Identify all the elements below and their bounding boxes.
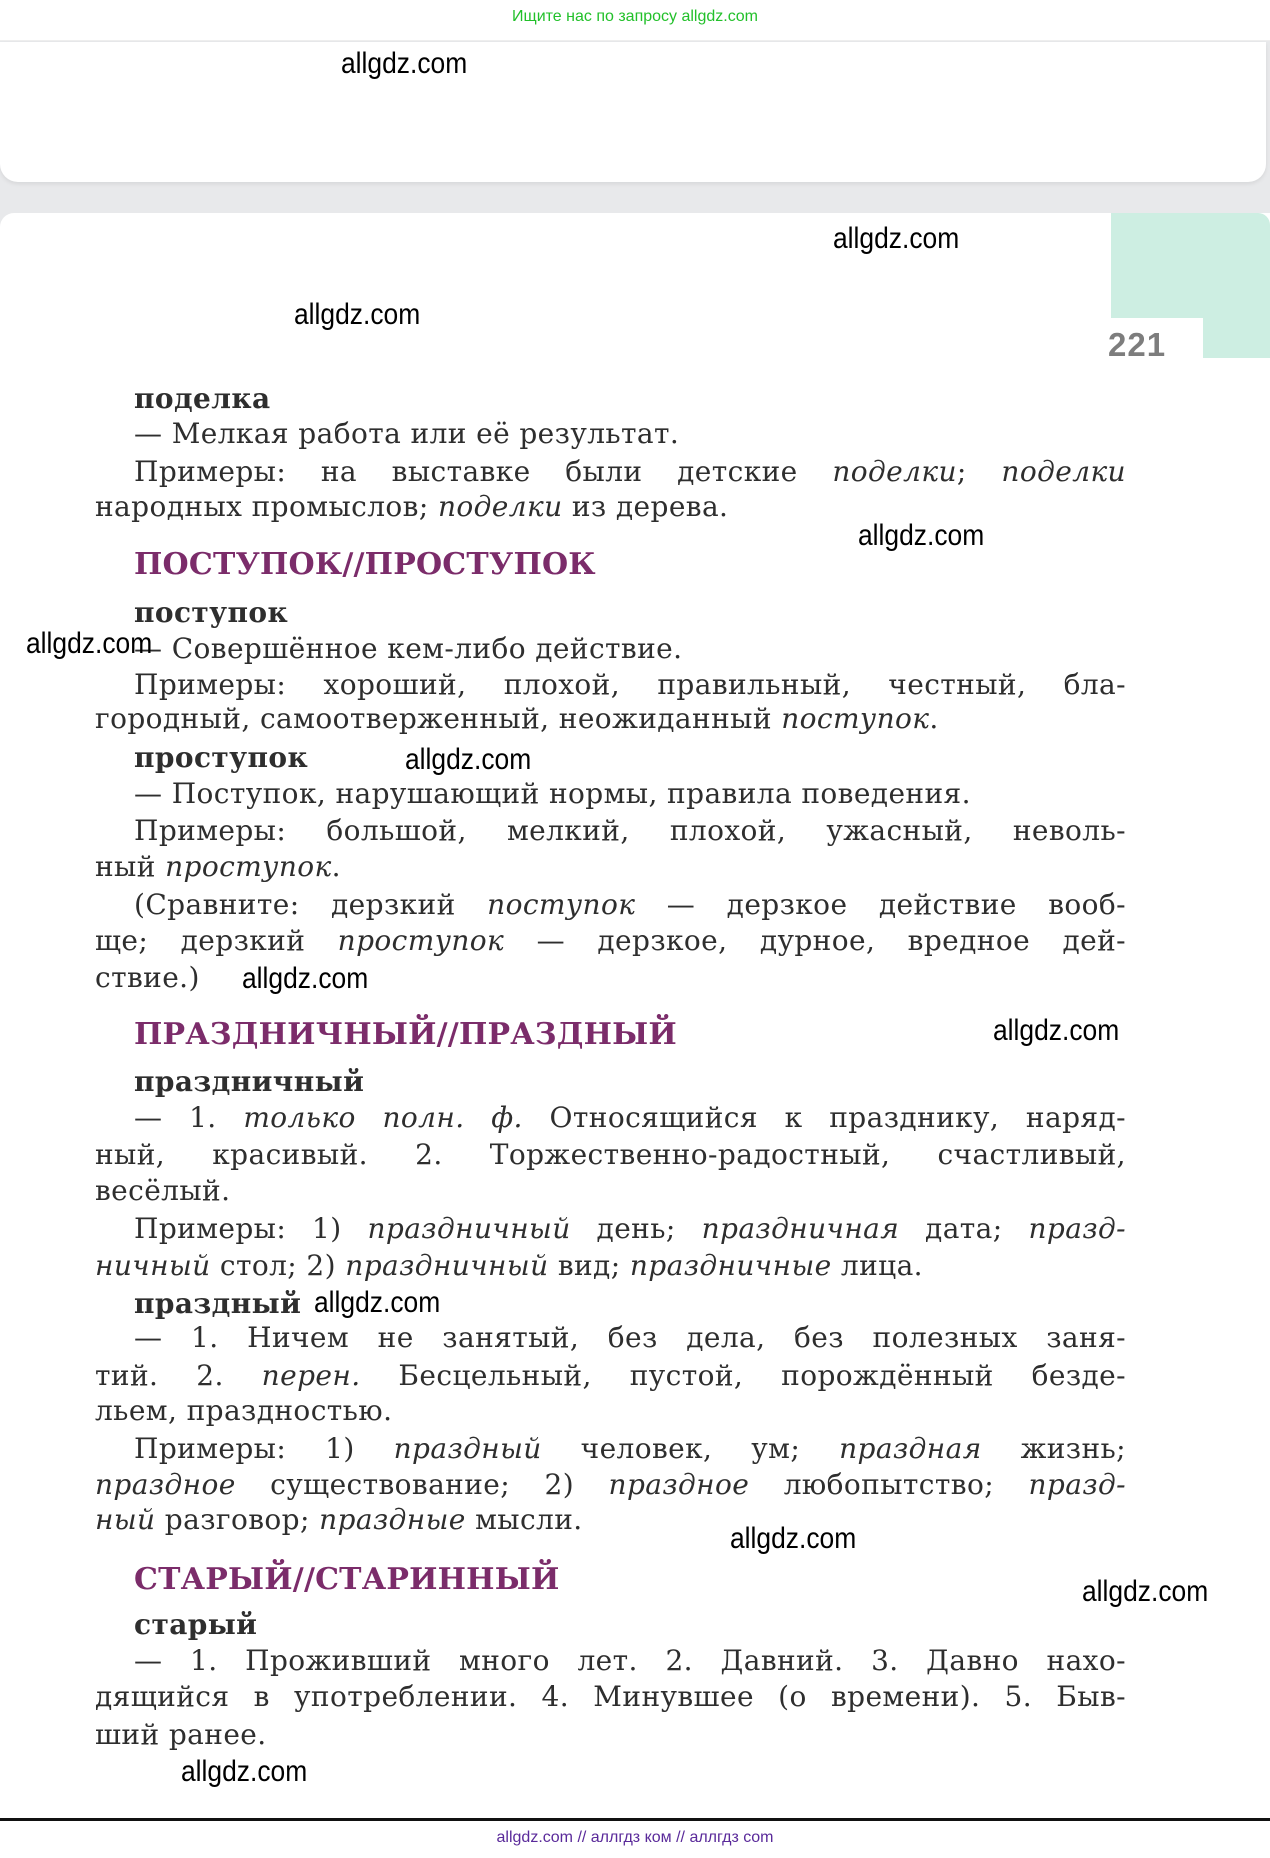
text-segment: ший ранее. (95, 1718, 267, 1751)
text-segment: — дерзкое действие вооб- (635, 888, 1126, 921)
text-segment: ствие.) (95, 961, 200, 994)
text-line (95, 1246, 923, 1286)
text-segment: — дерзкое, дурное, вредное дей- (504, 924, 1126, 957)
text-segment: Бесцельный, пустой, порождённый безде- (360, 1359, 1126, 1392)
text-segment: дящийся в употреблении. 4. Минувшее (о времени). 5. Быв- (95, 1680, 1126, 1713)
text-line (134, 1098, 1126, 1138)
text-segment: Примеры: хороший, плохой, правильный, честный, бла- (134, 668, 1126, 701)
italic-text: проступок (337, 924, 505, 957)
italic-text: праздное (608, 1468, 750, 1501)
italic-text: ный (95, 1503, 156, 1536)
text-line (134, 629, 682, 669)
text-line (95, 1135, 1126, 1175)
italic-text: празд- (1028, 1468, 1126, 1501)
banner-text[interactable]: Ищите нас по запросу allgdz.com (512, 8, 758, 25)
text-segment: лица. (831, 1249, 923, 1282)
text-segment: СТАРЫЙ//СТАРИННЫЙ (134, 1562, 560, 1597)
text-segment: ; (956, 455, 1002, 488)
italic-text: праздничный (367, 1212, 571, 1245)
italic-text: поделки (832, 455, 957, 488)
entry-term (134, 1062, 364, 1102)
watermark-text: allgdz.com (242, 962, 369, 995)
text-segment: — 1. (134, 1101, 244, 1134)
text-segment: ще; дерзкий (95, 924, 338, 957)
text-line (134, 811, 1126, 851)
text-segment: дата; (899, 1212, 1029, 1245)
watermark-text: allgdz.com (341, 47, 468, 80)
text-line (95, 487, 728, 527)
watermark-text: allgdz.com (730, 1522, 857, 1555)
watermark-text: allgdz.com (181, 1755, 308, 1788)
watermark-text: allgdz.com (993, 1014, 1120, 1047)
text-segment: городный, самоотверженный, неожиданный (95, 702, 782, 735)
text-segment: ный, красивый. 2. Торжественно-радостный, счастливый, (95, 1138, 1126, 1171)
text-line (95, 847, 341, 887)
italic-text: праздный (393, 1432, 542, 1465)
text-segment: весёлый. (95, 1174, 231, 1207)
text-line (134, 774, 971, 814)
text-line (134, 452, 1126, 492)
text-segment: Примеры: 1) (134, 1212, 368, 1245)
text-segment: — Поступок, нарушающий нормы, правила поведения. (134, 777, 971, 810)
italic-text: проступок (165, 850, 332, 883)
watermark-text: allgdz.com (405, 743, 532, 776)
text-segment: поступок (134, 596, 289, 629)
text-segment: любопытство; (749, 1468, 1029, 1501)
text-segment: жизнь; (981, 1432, 1126, 1465)
text-line (134, 1429, 1126, 1469)
ad-card (0, 42, 1266, 182)
italic-text: поделки (437, 490, 563, 523)
text-segment: день; (570, 1212, 702, 1245)
text-line (95, 1715, 267, 1755)
page-number: 221 (1108, 326, 1167, 363)
text-segment: — Совершённое кем-либо действие. (134, 632, 683, 665)
italic-text: праздничные (629, 1249, 832, 1282)
italic-text: поступок (487, 888, 636, 921)
text-line (134, 1641, 1126, 1681)
text-line (134, 1209, 1126, 1249)
text-line (134, 1318, 1126, 1358)
italic-text: праздное (95, 1468, 236, 1501)
text-line (95, 958, 200, 998)
text-line (95, 1465, 1126, 1505)
italic-text: праздные (319, 1503, 466, 1536)
text-segment: Примеры: на выставке были детские (134, 455, 833, 488)
text-segment: льем, праздностью. (95, 1394, 393, 1427)
watermark-text: allgdz.com (833, 222, 960, 255)
text-segment: — 1. Ничем не занятый, без дела, без полезных заня- (134, 1321, 1126, 1354)
entry-term (134, 379, 271, 419)
text-segment: мысли. (465, 1503, 583, 1536)
text-segment: Примеры: большой, мелкий, плохой, ужасный, неволь- (134, 814, 1126, 847)
text-segment: разговор; (155, 1503, 320, 1536)
italic-text: поступок (781, 702, 930, 735)
text-segment: человек, ум; (541, 1432, 840, 1465)
text-segment: праздный (134, 1287, 302, 1320)
watermark-text: allgdz.com (858, 519, 985, 552)
text-segment: поделка (134, 382, 271, 415)
text-segment: — 1. Проживший много лет. 2. Давний. 3. Давно нахо- (134, 1644, 1126, 1677)
watermark-text: allgdz.com (1082, 1575, 1209, 1608)
italic-text: ничный (95, 1249, 211, 1282)
italic-text: только полн. ф. (243, 1101, 523, 1134)
text-segment: старый (134, 1608, 258, 1641)
text-line (95, 1500, 583, 1540)
top-banner (0, 0, 1270, 41)
text-segment: ПОСТУПОК//ПРОСТУПОК (134, 547, 596, 582)
text-segment: вид; (548, 1249, 630, 1282)
text-segment: Примеры: 1) (134, 1432, 394, 1465)
text-segment: . (331, 850, 341, 883)
entry-term (134, 593, 288, 633)
text-segment: ный (95, 850, 166, 883)
entry-heading (134, 545, 596, 585)
footer-divider (0, 1818, 1270, 1821)
watermark-text: allgdz.com (26, 627, 153, 660)
text-segment: (Сравните: дерзкий (134, 888, 488, 921)
text-segment: Относящийся к празднику, наряд- (522, 1101, 1126, 1134)
italic-text: праздничная (701, 1212, 900, 1245)
text-segment: существование; 2) (235, 1468, 609, 1501)
italic-text: поделки (1001, 455, 1126, 488)
italic-text: перен. (261, 1359, 361, 1392)
text-line (95, 1356, 1126, 1396)
text-segment: народных промыслов; (95, 490, 438, 523)
italic-text: праздная (839, 1432, 982, 1465)
entry-heading (134, 1560, 560, 1600)
entry-heading (134, 1015, 677, 1055)
text-line (95, 1391, 392, 1431)
text-line (95, 699, 939, 739)
text-segment: проступок (134, 741, 309, 774)
entry-term (134, 738, 308, 778)
text-segment: стол; 2) (210, 1249, 346, 1282)
text-line (134, 414, 679, 454)
italic-text: праздничный (345, 1249, 549, 1282)
text-segment: — Мелкая работа или её результат. (134, 417, 680, 450)
text-line (95, 921, 1126, 961)
italic-text: празд- (1028, 1212, 1126, 1245)
watermark-text: allgdz.com (314, 1286, 441, 1319)
text-line (95, 1171, 230, 1211)
text-segment: тий. 2. (95, 1359, 262, 1392)
text-segment: праздничный (134, 1065, 365, 1098)
text-line (134, 885, 1126, 925)
entry-term (134, 1605, 257, 1645)
text-segment: . (929, 702, 939, 735)
footer-text[interactable]: allgdz.com // аллгдз ком // аллгдз com (496, 1829, 774, 1846)
text-line (95, 1677, 1126, 1717)
text-segment: из дерева. (562, 490, 729, 523)
text-segment: ПРАЗДНИЧНЫЙ//ПРАЗДНЫЙ (134, 1017, 677, 1052)
watermark-text: allgdz.com (294, 298, 421, 331)
